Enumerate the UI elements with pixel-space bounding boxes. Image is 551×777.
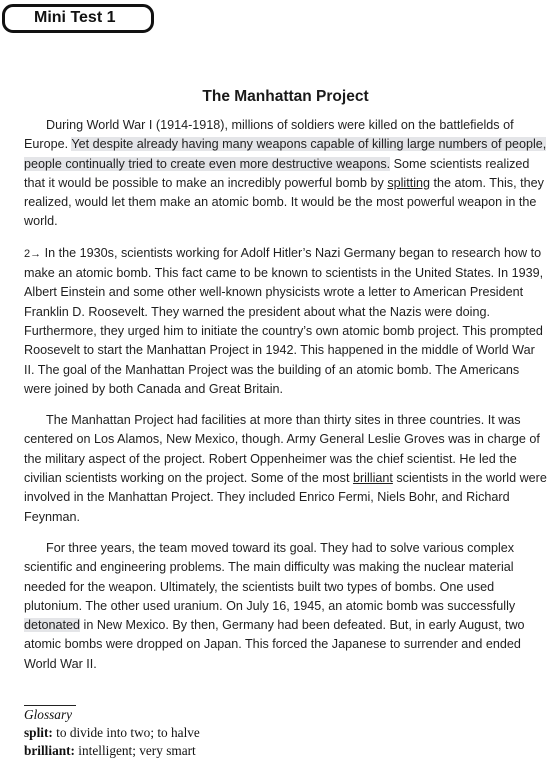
glossary-definition: to divide into two; to halve bbox=[52, 725, 200, 740]
glossary-term: split: bbox=[24, 725, 53, 740]
p1-text-c: the atom. This, they realized, would let them make an atomic bomb. It would be the most powerful weapon in the world. bbox=[24, 175, 544, 229]
paragraph-2 bbox=[24, 244, 548, 399]
paragraph-3 bbox=[24, 411, 548, 527]
mini-test-label: Mini Test 1 bbox=[2, 4, 154, 33]
paragraph-1 bbox=[24, 116, 548, 232]
paragraph-4 bbox=[24, 539, 548, 674]
p2-text: In the 1930s, scientists working for Adolf Hitler’s Nazi Germany began to research how to make an atomic bomb. This fact came to be known to scientists in the United States. In 1939, Albert Einstein and some other well-known physicists wrote a letter to American President Franklin D. Roosevelt. They warned the president about what the Nazis were doing. Furthermore, they urged him to initiate the country’s own atomic bomb project. This prompted Roosevelt to start the Manhattan Project in 1942. This happened in the middle of World War II. The goal of the Manhattan Project was the building of an atomic bomb. The Americans were joined by both Canada and Great Britain. bbox=[24, 245, 544, 396]
glossary-term: brilliant: bbox=[24, 743, 75, 758]
vocab-word-brilliant: brilliant bbox=[352, 471, 393, 486]
p4-text-a: For three years, the team moved toward its goal. They had to solve various complex scientific and engineering problems. The main difficulty was making the nuclear material needed for the weapon. Ultimately, the scientists built two types of bombs. One used plutonium. The other used uranium. On July 16, 1945, an atomic bomb was successfully bbox=[24, 540, 516, 613]
glossary bbox=[24, 705, 200, 760]
p3-text-b: scientists in the world were involved in the Manhattan Project. They included Enrico Fermi, Niels Bohr, and Richard Feynman. bbox=[24, 471, 547, 524]
highlighted-sentence: Yet despite already having many weapons capable of killing large numbers of people, people continually tried to create even more destructive weapons. bbox=[24, 137, 547, 171]
p1-text-a: During World War I (1914-1918), millions of soldiers were killed on the battlefields of Europe. bbox=[24, 118, 514, 152]
p4-text-b: in New Mexico. By then, Germany had been defeated. But, in early August, two atomic bombs were dropped on Japan. This forced the Japanese to surrender and ended World War II. bbox=[24, 618, 525, 671]
paragraph-2-marker: 2→ bbox=[24, 247, 42, 260]
glossary-entry bbox=[24, 742, 200, 760]
p1-text-b: Some scientists realized that it would be possible to make an incredibly powerful bomb by bbox=[24, 156, 530, 190]
glossary-heading: Glossary bbox=[24, 705, 76, 724]
vocab-word-splitting: splitting bbox=[387, 175, 431, 190]
article-body bbox=[24, 116, 548, 686]
p3-text-a: The Manhattan Project had facilities at more than thirty sites in three countries. It was centered on Los Alamos, New Mexico, though. Army General Leslie Groves was in charge of the military aspect of the project. Robert Oppenheimer was the chief scientist. He led the civilian scientists working on the project. Some of the most bbox=[24, 413, 540, 486]
glossary-definition: intelligent; very smart bbox=[74, 743, 196, 758]
highlighted-word-detonated: detonated bbox=[24, 618, 81, 633]
glossary-entry bbox=[24, 724, 200, 742]
article-title: The Manhattan Project bbox=[202, 88, 369, 105]
